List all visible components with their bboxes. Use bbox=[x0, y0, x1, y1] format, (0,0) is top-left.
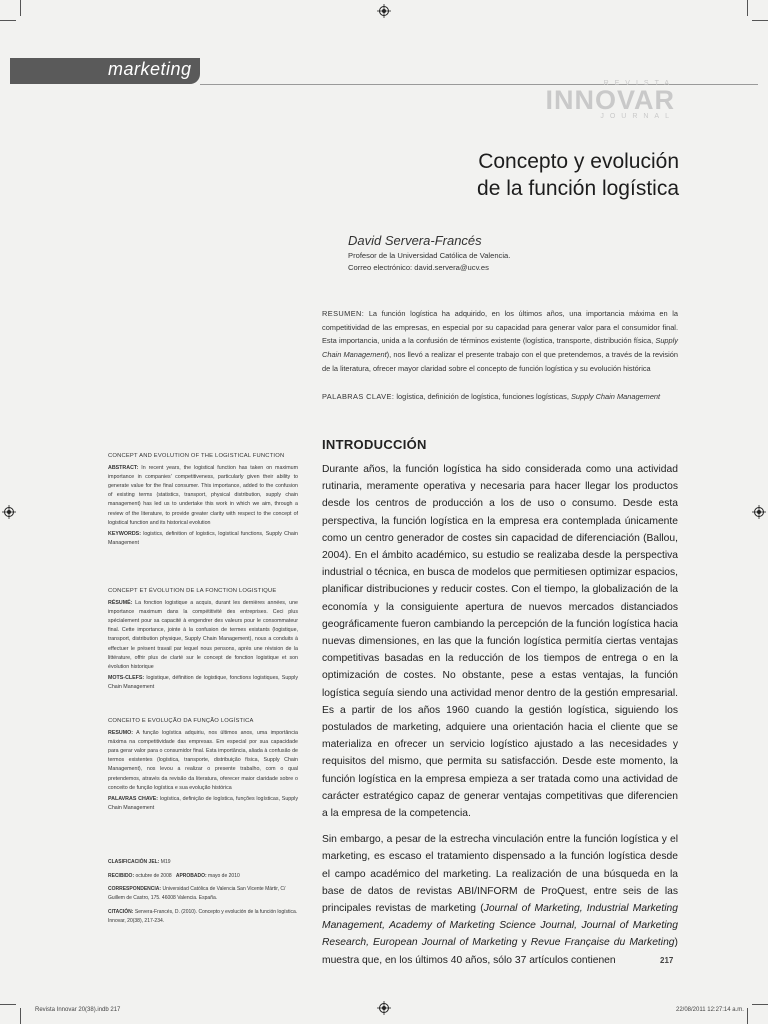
keywords-es-label: PALABRAS CLAVE: bbox=[322, 392, 395, 401]
registration-mark-icon bbox=[752, 505, 766, 519]
crop-mark bbox=[752, 1004, 768, 1005]
author-email: Correo electrónico: david.servera@ucv.es bbox=[348, 263, 489, 272]
meta-correspondence-label: CORRESPONDENCIA: bbox=[108, 886, 162, 893]
meta-received-label: RECIBIDO: bbox=[108, 872, 135, 879]
body-text bbox=[322, 461, 678, 978]
registration-mark-icon bbox=[377, 1001, 391, 1015]
sidebar-en-abstract-text: In recent years, the logistical function has taken on maximum importance in companies' competitiveness, particularly given their ability to generate value for the final consumer. This importance, added to the confusion of existing terms (statistics, transport, physical distribution, supply chain management) has led us to undertake this work in which we aim, through a review of the literature, to provide greater clarity with respect to the concept of logistical function and its historical evolution bbox=[108, 465, 298, 526]
registration-mark-icon bbox=[377, 4, 391, 18]
crop-mark bbox=[752, 20, 768, 21]
body-paragraph-1: Durante años, la función logística ha sido considerada como una actividad rutinaria, meramente operativa y necesaria para hacer llegar los productos desde los centros de producción a los de uso o consumo. Desde esta perspectiva, la función logística en la empresa era contemplada únicamente como un centro generador de costes sin capacidad de diferenciación (Ballou, 2004). En el ámbito académico, su estudio se realizaba desde la perspectiva industrial o técnica, en busca de modelos que permitiesen optimizar espacios, planificar distribuciones y reducir costes. Con el tiempo, la globalización de la economía y la consiguiente apertura de nuevos mercados distanciados geográficamente fueron cambiando la percepción de la función logística hacia nuevas dimensiones, en las que la función logística permitía ciertas ventajas competitivas basadas en la reducción de los tiempos de entrega o en la optimización de costes. No obstante, pese a estas ventajas, la función logística seguía siendo una actividad menor dentro de la gestión empresarial. Es a partir de los años 1960 cuando la gestión logística, siguiendo los postulados de marketing, adquiere una orientación hacia el cliente que se materializa en ofrecer un servicio logístico ajustado a las necesidades y requisitos del mismo, que permita su satisfacción. Desde este momento, la función logística en la empresa empieza a ser tratada como una actividad de carácter estratégico capaz de generar ventajas competitivas que diferencien a la empresa de la competencia. bbox=[322, 464, 679, 820]
meta-correspondence bbox=[108, 885, 298, 902]
crop-mark bbox=[0, 20, 16, 21]
journal-logo-name: INNOVAR bbox=[545, 85, 675, 115]
abstract-es-label: RESUMEN: bbox=[322, 309, 365, 318]
sidebar-pt-abstract-label: RESUMO: bbox=[108, 730, 134, 737]
author-name: David Servera-Francés bbox=[348, 233, 482, 248]
meta-citation-label: CITACIÓN: bbox=[108, 908, 134, 915]
keywords-es-text: logística, definición de logística, funciones logísticas, bbox=[394, 392, 571, 401]
sidebar-pt-abstract-text: A função logística adquiriu, nos últimos anos, uma importância máxima na competitividade das empresas. Em especial por sua capacidade para gerar valor para o consumidor final. Esta importância, aliada à confusão de termos existentes (logística, transporte, distribuição física, Supply Chain Management), nos levou a realizar o presente trabalho, com o qual pretendemos, através da revisão da literatura, oferecer maior claridade sobre o conceito de função logística e sua evolução histórica bbox=[108, 730, 298, 791]
article-title-line1: Concepto y evolución bbox=[478, 150, 679, 173]
sidebar-abstract-fr bbox=[108, 587, 298, 694]
crop-mark bbox=[747, 0, 748, 16]
meta-jel-value: M19 bbox=[159, 859, 171, 865]
sidebar-fr-heading: CONCEPT ET ÉVOLUTION DE LA FONCTION LOGISTIQUE bbox=[108, 588, 277, 594]
author-affiliation-block bbox=[348, 250, 510, 274]
registration-mark-icon bbox=[2, 505, 16, 519]
sidebar-fr-keywords-text: logistique, définition de logistique, fonctions logistiques, Supply Chain Management bbox=[108, 674, 298, 690]
sidebar-fr-keywords-label: MOTS-CLEFS: bbox=[108, 674, 145, 681]
body-p2-italic-2: Revue Française du Marketing bbox=[530, 937, 675, 949]
journal-logo-top: REVISTA bbox=[603, 80, 675, 87]
sidebar-abstract-en bbox=[108, 452, 298, 550]
intro-heading: INTRODUCCIÓN bbox=[322, 437, 427, 452]
body-p2-c: ) muestra que, en los últimos 40 años, sólo 37 artículos contienen bbox=[322, 937, 678, 966]
sidebar-pt-heading: CONCEITO E EVOLUÇÃO DA FUNÇÃO LOGÍSTICA bbox=[108, 718, 254, 724]
meta-approved-value: mayo de 2010 bbox=[206, 872, 240, 879]
article-title bbox=[477, 148, 679, 202]
journal-logo bbox=[545, 80, 675, 120]
abstract-es-text-italic: Supply Chain Management bbox=[322, 336, 678, 360]
article-metadata bbox=[108, 858, 298, 930]
article-title-line2: de la función logística bbox=[477, 177, 679, 200]
body-p2-b: y bbox=[517, 937, 531, 949]
crop-mark bbox=[0, 1004, 16, 1005]
meta-correspondence-value: Universidad Católica de Valencia San Vicente Mártir, C/ Guillem de Castro, 175. 46008 Valencia. España. bbox=[108, 886, 286, 902]
print-slug-file: Revista Innovar 20(38).indb 217 bbox=[35, 1007, 121, 1013]
abstract-es-text-a: La función logística ha adquirido, en los últimos años, una importancia máxima en la competitividad de las empresas, en especial por su capacidad para generar valor para el consumidor final. Esta importancia, unida a la confusión de términos existente (logística, transporte, distribución física, bbox=[322, 309, 678, 346]
sidebar-fr-abstract-text: La fonction logistique a acquis, durant les dernières années, une importance maximum dans la compétitivité des entreprises. Ceci plus spécialement pour sa capacité à engendrer des valeurs pour le consommateur final. Cette importance, jointe à la confusion de termes existants (logistique, transport, distribution physique, Supply Chain Management), nous a conduits à effectuer le présent travail par lequel nous pensons, après une révision de la littérature, offrir plus de clarté sur le concept de fonction logistique et son évolution historique bbox=[108, 600, 298, 670]
sidebar-pt-abstract bbox=[108, 729, 298, 793]
sidebar-en-abstract-label: ABSTRACT: bbox=[108, 465, 139, 472]
crop-mark bbox=[20, 0, 21, 16]
keywords-es-text-italic: Supply Chain Management bbox=[570, 392, 661, 401]
abstract-es-text-b: ), nos llevó a realizar el presente trabajo con el que pretendemos, a través de la revisión de la literatura, ofrecer mayor claridad sobre el concepto de función logística y su evolución histórica bbox=[322, 350, 678, 373]
sidebar-fr-abstract bbox=[108, 599, 298, 672]
print-slug-date: 22/08/2011 12:27:14 a.m. bbox=[676, 1007, 744, 1013]
sidebar-pt-keywords bbox=[108, 795, 298, 813]
abstract-es bbox=[322, 307, 678, 376]
sidebar-pt-keywords-text: logística, definição de logística, funções logísticas, Supply Chain Management bbox=[108, 795, 298, 811]
sidebar-en-keywords-text: logistics, definition of logistics, logistical functions, Supply Chain Management bbox=[108, 530, 298, 546]
body-paragraph-2 bbox=[322, 831, 678, 969]
sidebar-en-keywords-label: KEYWORDS: bbox=[108, 530, 141, 537]
crop-mark bbox=[747, 1008, 748, 1024]
page-number: 217 bbox=[660, 956, 674, 965]
body-p2-a: Sin embargo, a pesar de la estrecha vinculación entre la función logística y el marketing, es escaso el tratamiento dispensado a la función logística desde el campo académico del marketing. La realización de una búsqueda en la base de datos de revistas ABI/INFORM de ProQuest, entre seis de las principales revistas de marketing ( bbox=[322, 834, 678, 915]
meta-citation bbox=[108, 908, 298, 925]
author-affiliation: Profesor de la Universidad Católica de Valencia. bbox=[348, 251, 511, 260]
sidebar-fr-abstract-label: RÉSUMÉ: bbox=[108, 600, 133, 607]
section-tab-label: marketing bbox=[108, 59, 192, 79]
meta-jel bbox=[108, 858, 298, 867]
meta-approved-label: APROBADO: bbox=[175, 872, 207, 879]
sidebar-en-abstract bbox=[108, 464, 298, 528]
meta-received-value: octubre de 2008 bbox=[134, 872, 172, 879]
section-tab bbox=[10, 58, 200, 84]
sidebar-pt-keywords-label: PALAVRAS CHAVE: bbox=[108, 795, 159, 802]
meta-citation-value: Servera-Francés, D. (2010). Concepto y evolución de la función logística. Innovar, 20(38), 217-234. bbox=[108, 908, 298, 924]
crop-mark bbox=[20, 1008, 21, 1024]
sidebar-en-keywords bbox=[108, 530, 298, 548]
body-p2-italic-1: Journal of Marketing, Industrial Marketing Management, Academy of Marketing Science Journal, Journal of Marketing Research, European Journal of Marketing bbox=[322, 903, 678, 949]
sidebar-fr-keywords bbox=[108, 674, 298, 692]
journal-logo-bottom: JOURNAL bbox=[600, 113, 675, 120]
sidebar-en-heading: CONCEPT AND EVOLUTION OF THE LOGISTICAL FUNCTION bbox=[108, 453, 285, 459]
meta-jel-label: CLASIFICACIÓN JEL: bbox=[108, 859, 160, 865]
meta-dates bbox=[108, 872, 298, 881]
sidebar-abstract-pt bbox=[108, 717, 298, 815]
keywords-es bbox=[322, 390, 678, 403]
